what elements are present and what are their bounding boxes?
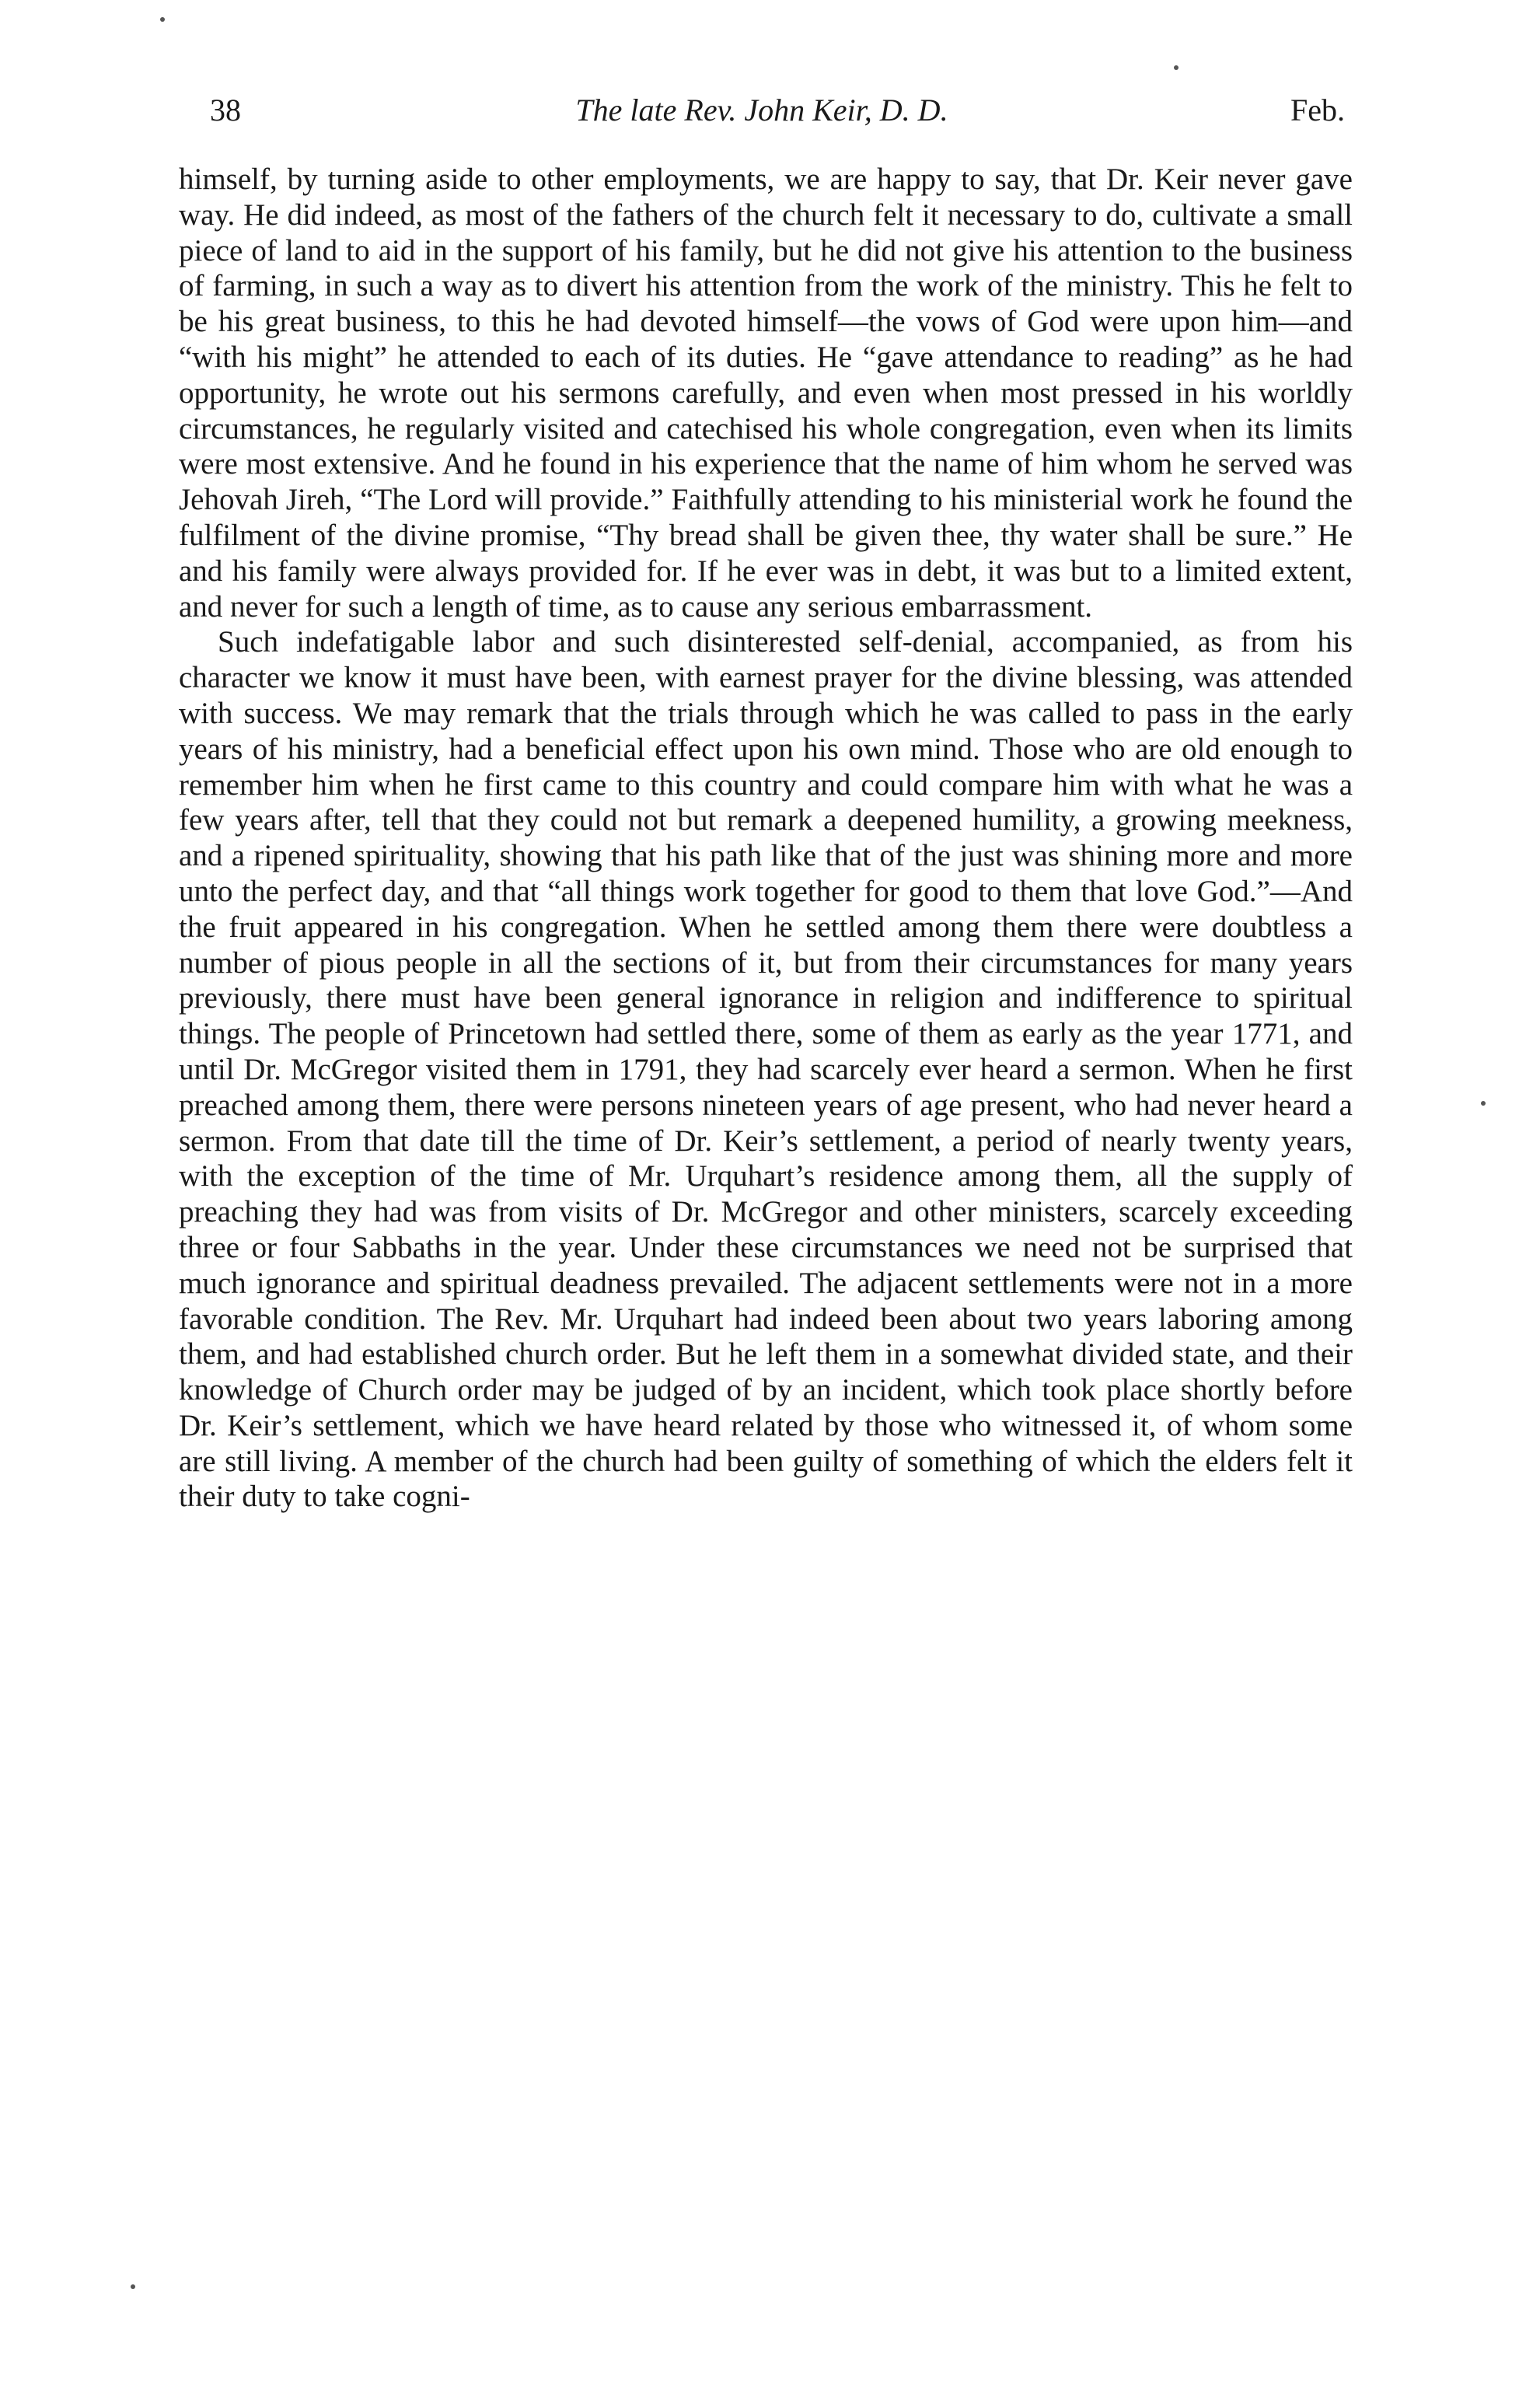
body-text [179,162,1353,1515]
paragraph: Such indefatigable labor and such disinterested self-denial, accompanied, as from his character we know it must have been, with earnest prayer for the divine blessing, was attended with success. We may remark that the trials through which he was called to pass in the early years of his ministry, had a beneficial effect upon his own mind. Those who are old enough to remember him when he first came to this country and could compare him with what he was a few years after, tell that they could not but remark a deepened humility, a growing meekness, and a ripened spirituality, showing that his path like that of the just was shining more and more unto the perfect day, and that “all things work together for good to them that love God.”—And the fruit appeared in his congregation. When he settled among them there were doubtless a number of pious people in all the sections of it, but from their circumstances for many years previously, there must have been general ignorance in religion and indifference to spiritual things. The people of Princetown had settled there, some of them as early as the year 1771, and until Dr. McGregor visited them in 1791, they had scarcely ever heard a sermon. When he first preached among them, there were persons nineteen years of age present, who had never heard a sermon. From that date till the time of Dr. Keir’s settlement, a period of nearly twenty years, with the exception of the time of Mr. Urquhart’s residence among them, all the supply of preaching they had was from visits of Dr. McGregor and other ministers, scarcely exceeding three or four Sabbaths in the year. Under these circumstances we need not be surprised that much ignorance and spiritual deadness prevailed. The adjacent settlements were not in a more favorable condition. The Rev. Mr. Urquhart had indeed been about two years laboring among them, and had established church order. But he left them in a somewhat divided state, and their knowledge of Church order may be judged of by an incident, which took place shortly before Dr. Keir’s settlement, which we have heard related by those who witnessed it, of whom some are still living. A member of the church had been guilty of something of which the elders felt it their duty to take cogni- [179,625,1353,1514]
paragraph: himself, by turning aside to other employments, we are happy to say, that Dr. Keir never gave way. He did indeed, as most of the fathers of the church felt it necessary to do, cultivate a small piece of land to aid in the support of his family, but he did not give his attention to the business of farming, in such a way as to divert his attention from the work of the ministry. This he felt to be his great business, to this he had devoted himself—the vows of God were upon him—and “with his might” he attended to each of its duties. He “gave attendance to reading” as he had opportunity, he wrote out his sermons carefully, and even when most pressed in his worldly circumstances, he regularly visited and catechised his whole congregation, even when its limits were most extensive. And he found in his experience that the name of him whom he served was Jehovah Jireh, “The Lord will provide.” Faithfully attending to his ministerial work he found the fulfilment of the divine promise, “Thy bread shall be given thee, thy water shall be sure.” He and his family were always provided for. If he ever was in debt, it was but to a limited extent, and never for such a length of time, as to cause any serious embarrassment. [179,163,1353,624]
scan-speck [160,17,165,22]
header-month: Feb. [1290,93,1345,128]
scan-speck [1174,65,1179,70]
scan-speck [1481,1101,1486,1106]
scan-speck [131,2284,135,2289]
page-number: 38 [210,93,241,128]
running-title: The late Rev. John Keir, D. D. [575,93,948,128]
page-header [210,87,1345,134]
